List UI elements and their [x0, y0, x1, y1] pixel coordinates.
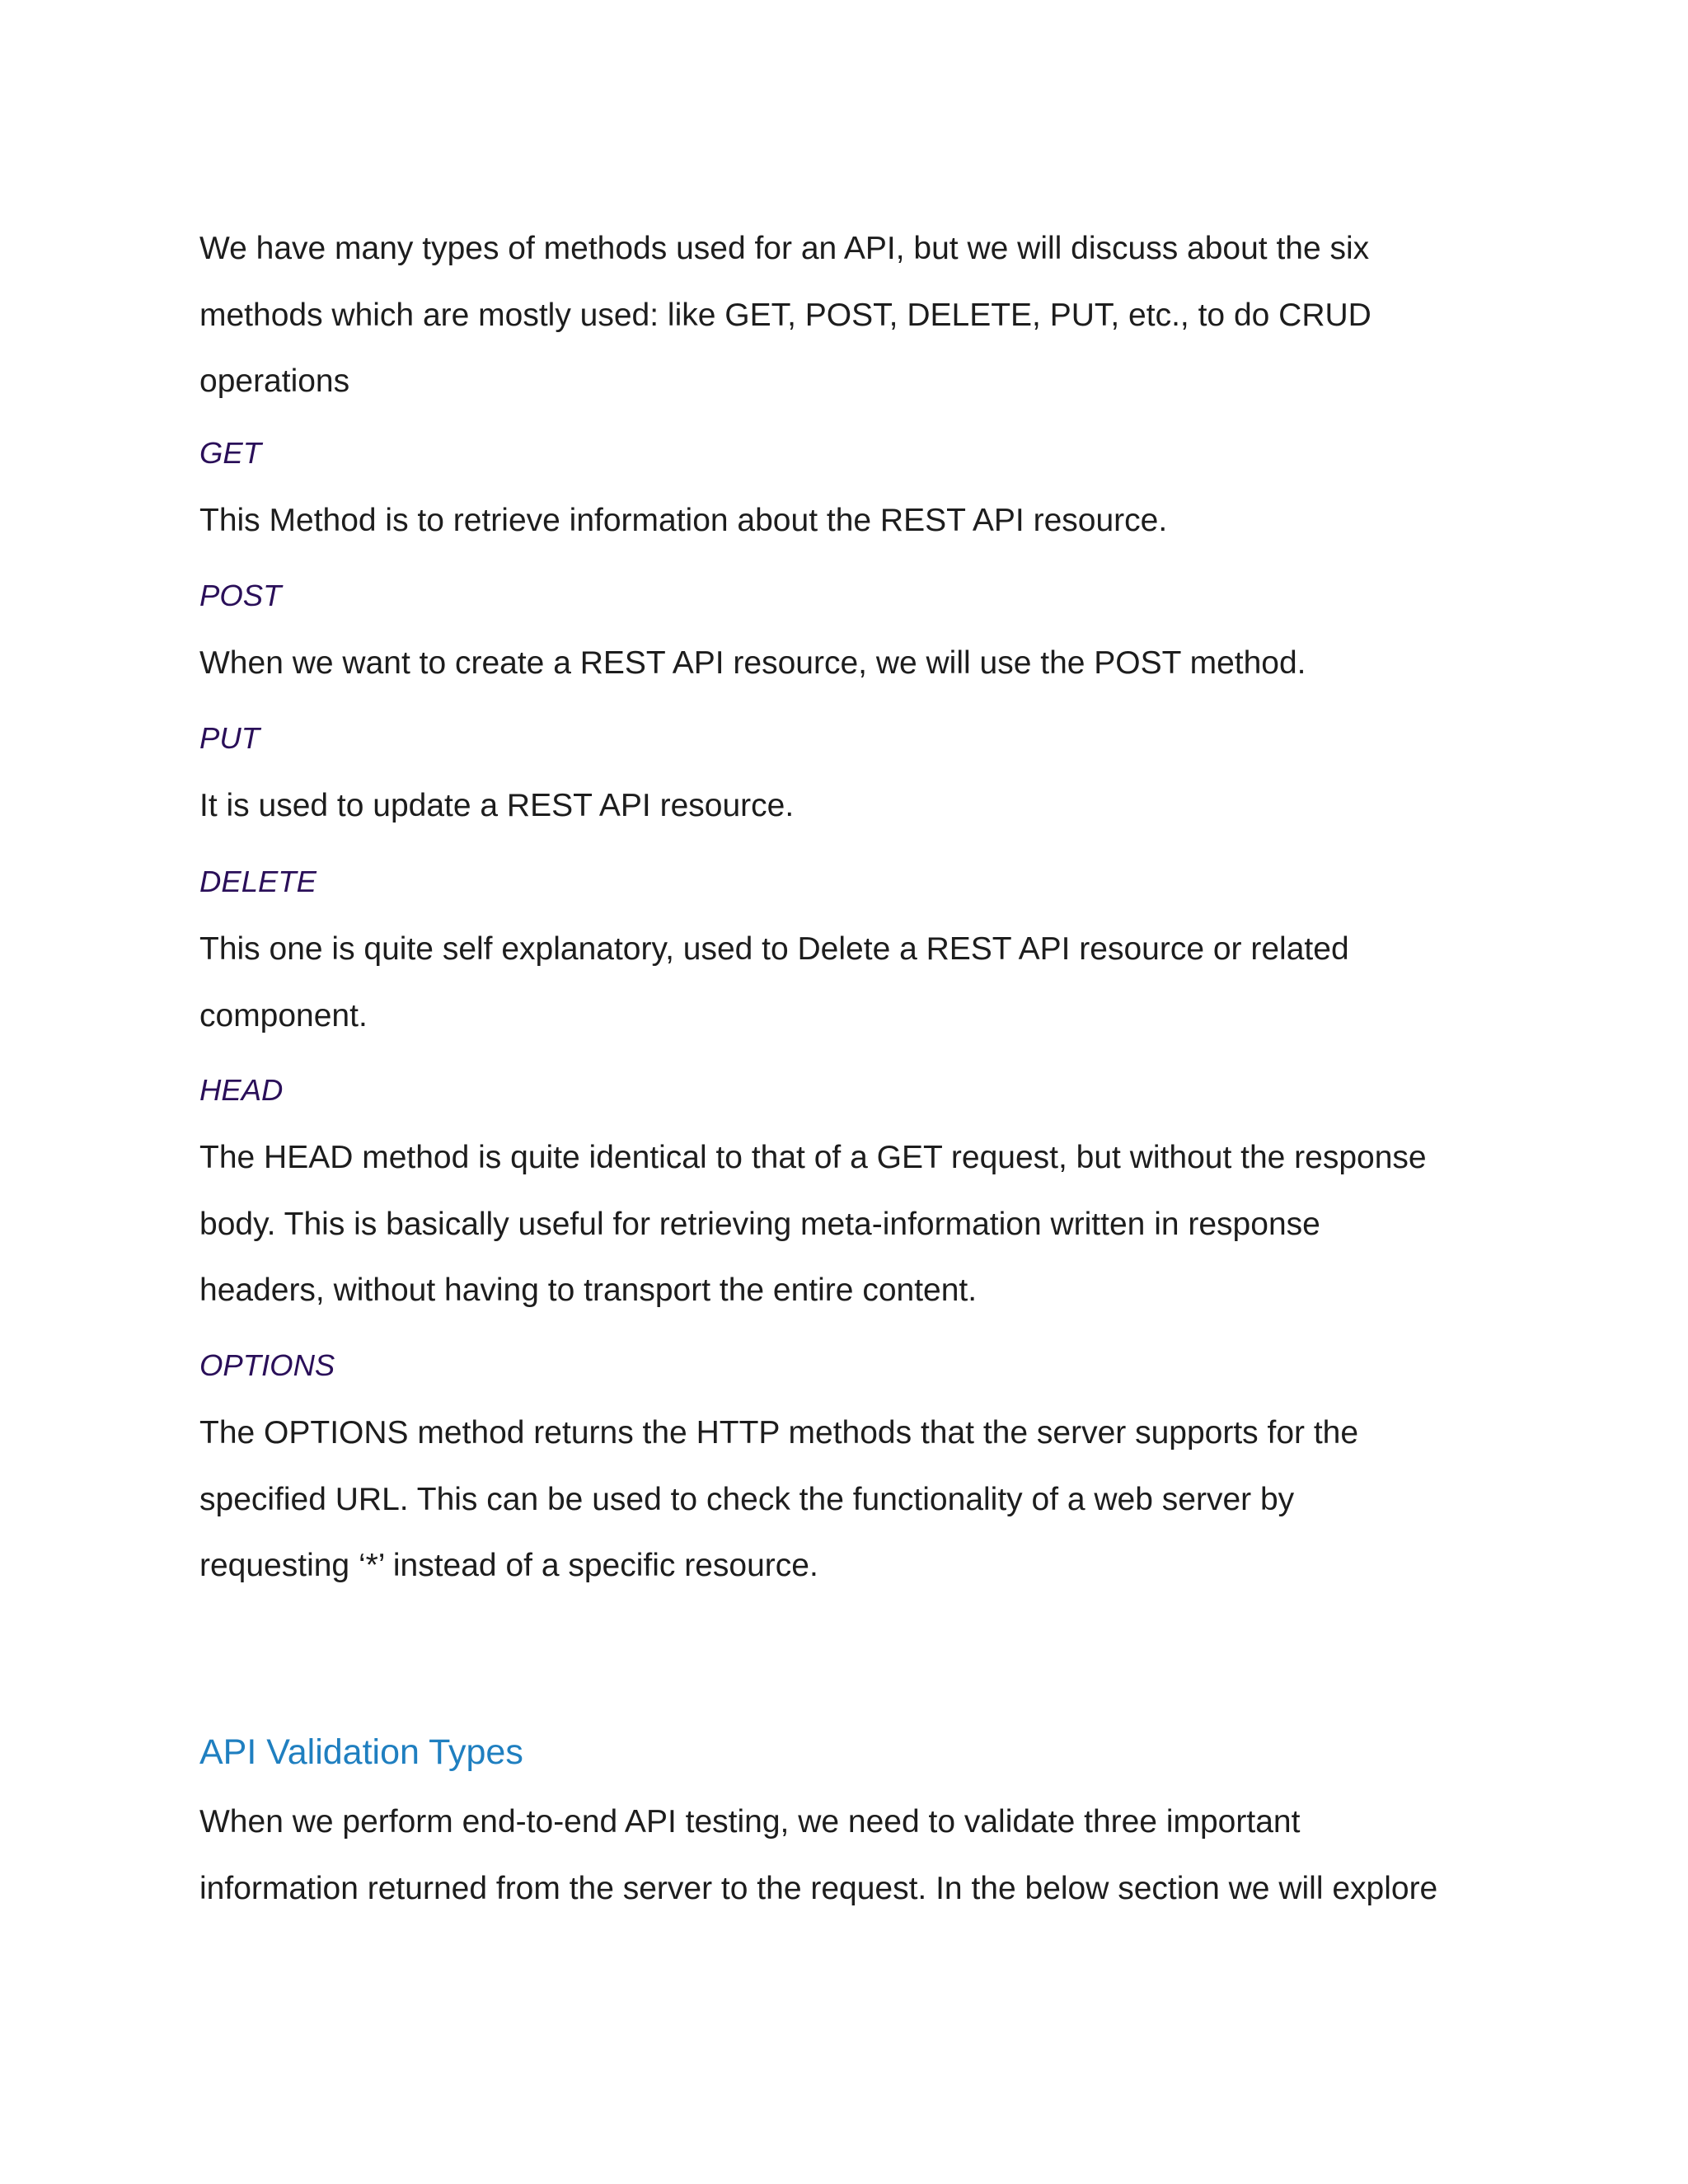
method-description-options [199, 1400, 1358, 1600]
method-heading-options [199, 1349, 335, 1382]
description-line: headers, without having to transport the entire content. [199, 1272, 978, 1308]
method-description-delete [199, 916, 1349, 1049]
method-heading-post [199, 579, 281, 612]
method-description-post [199, 630, 1306, 697]
method-heading: GET [199, 436, 262, 470]
method-heading-get [199, 437, 261, 470]
intro-line: methods which are mostly used: like GET, POST, DELETE, PUT, etc., to do CRUD [199, 297, 1372, 333]
intro-paragraph [199, 216, 1372, 415]
method-heading: POST [199, 579, 282, 612]
method-heading: PUT [199, 721, 260, 755]
description-line: This Method is to retrieve information about the REST API resource. [199, 503, 1168, 538]
method-heading: DELETE [199, 865, 316, 898]
method-description-head [199, 1125, 1427, 1324]
method-description-put [199, 773, 794, 840]
intro-line: operations [199, 363, 350, 399]
validation-paragraph [199, 1789, 1437, 1922]
description-line: The HEAD method is quite identical to that of a GET request, but without the response [199, 1140, 1427, 1175]
description-line: The OPTIONS method returns the HTTP methods that the server supports for the [199, 1415, 1359, 1451]
description-line: This one is quite self explanatory, used to Delete a REST API resource or related [199, 931, 1349, 967]
intro-line: We have many types of methods used for an API, but we will discuss about the six [199, 231, 1370, 266]
description-line: component. [199, 997, 368, 1033]
description-line: It is used to update a REST API resource. [199, 788, 795, 823]
validation-line: When we perform end-to-end API testing, we need to validate three important [199, 1804, 1301, 1840]
description-line: When we want to create a REST API resource, we will use the POST method. [199, 645, 1306, 681]
method-heading-put [199, 722, 260, 755]
method-description-get [199, 488, 1167, 555]
section-heading-api-validation-types [199, 1732, 523, 1773]
method-heading: HEAD [199, 1073, 284, 1107]
description-line: body. This is basically useful for retrieving meta-information written in response [199, 1206, 1320, 1242]
method-heading-delete [199, 865, 316, 898]
description-line: requesting ‘*’ instead of a specific resource. [199, 1548, 818, 1583]
method-heading-head [199, 1074, 283, 1107]
section-heading: API Validation Types [199, 1732, 523, 1772]
validation-line: information returned from the server to the request. In the below section we will explore [199, 1870, 1438, 1906]
method-heading: OPTIONS [199, 1348, 335, 1382]
description-line: specified URL. This can be used to check the functionality of a web server by [199, 1481, 1295, 1517]
